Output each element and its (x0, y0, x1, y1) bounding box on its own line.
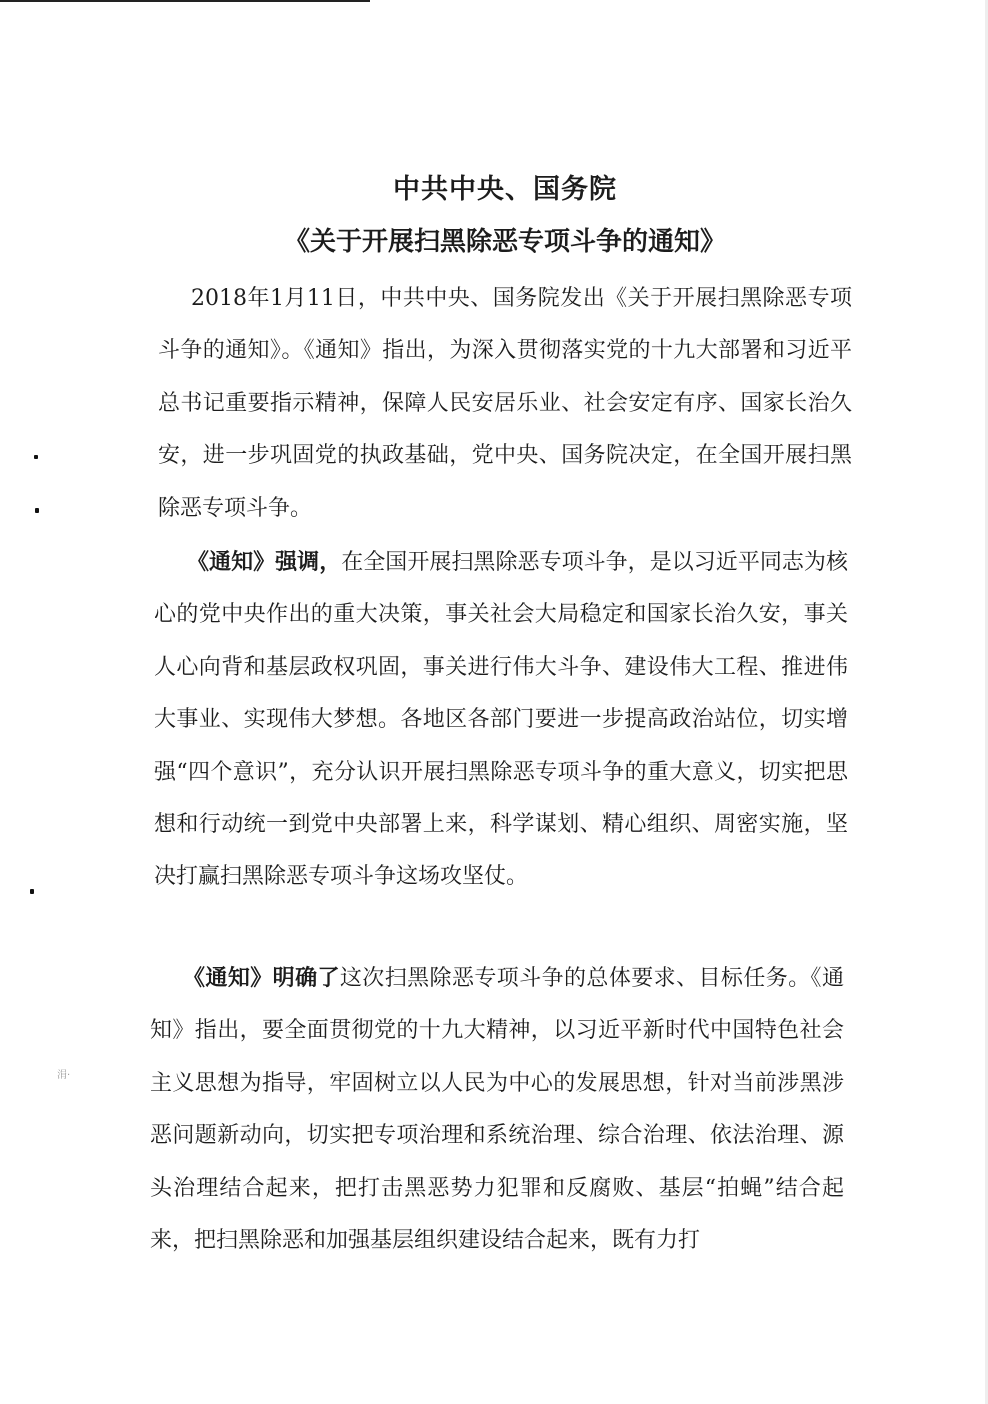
paragraph-3-lead: 《通知》明确了 (183, 965, 340, 991)
scan-speck (30, 889, 34, 894)
margin-note: 涓· (57, 1070, 71, 1081)
document-title (160, 168, 850, 268)
paragraph-2-lead: 《通知》强调， (187, 549, 342, 575)
paragraph-2-text: 在全国开展扫黑除恶专项斗争，是以习近平同志为核心的党中央作出的重大决策，事关社会大局稳定和国家长治久安，事关人心向背和基层政权巩固，事关进行伟大斗争、建设伟大工程、推进伟大事业、实现伟大梦想。各地区各部门要进一步提高政治站位，切实增强“四个意识”，充分认识开展扫黑除恶专项斗争的重大意义，切实把思想和行动统一到党中央部署上来，科学谋划、精心组织、周密实施，坚决打赢扫黑除恶专项斗争这场攻坚仗。 (154, 550, 848, 890)
scan-edge-line (0, 0, 370, 2)
paragraph-3-text: 这次扫黑除恶专项斗争的总体要求、目标任务。《通知》指出，要全面贯彻党的十九大精神，以习近平新时代中国特色社会主义思想为指导，牢固树立以人民为中心的发展思想，针对当前涉黑涉恶问题新动向，切实把专项治理和系统治理、综合治理、依法治理、源头治理结合起来，把打击黑恶势力犯罪和反腐败、基层“拍蝇”结合起来，把扫黑除恶和加强基层组织建设结合起来，既有力打 (150, 966, 844, 1254)
scan-speck (35, 508, 39, 513)
paragraph-1 (158, 272, 852, 535)
scan-speck (34, 455, 38, 459)
paragraph-1-text: 2018年1月11日，中共中央、国务院发出《关于开展扫黑除恶专项斗争的通知》。《通知》指出，为深入贯彻落实党的十九大部署和习近平总书记重要指示精神，保障人民安居乐业、社会安定有序、国家长治久安，进一步巩固党的执政基础，党中央、国务院决定，在全国开展扫黑除恶专项斗争。 (158, 286, 852, 521)
title-issuer: 中共中央、国务院 (393, 174, 617, 205)
paragraph-3 (150, 952, 844, 1267)
paragraph-2 (154, 536, 848, 904)
title-document-name: 《关于开展扫黑除恶专项斗争的通知》 (283, 227, 726, 257)
